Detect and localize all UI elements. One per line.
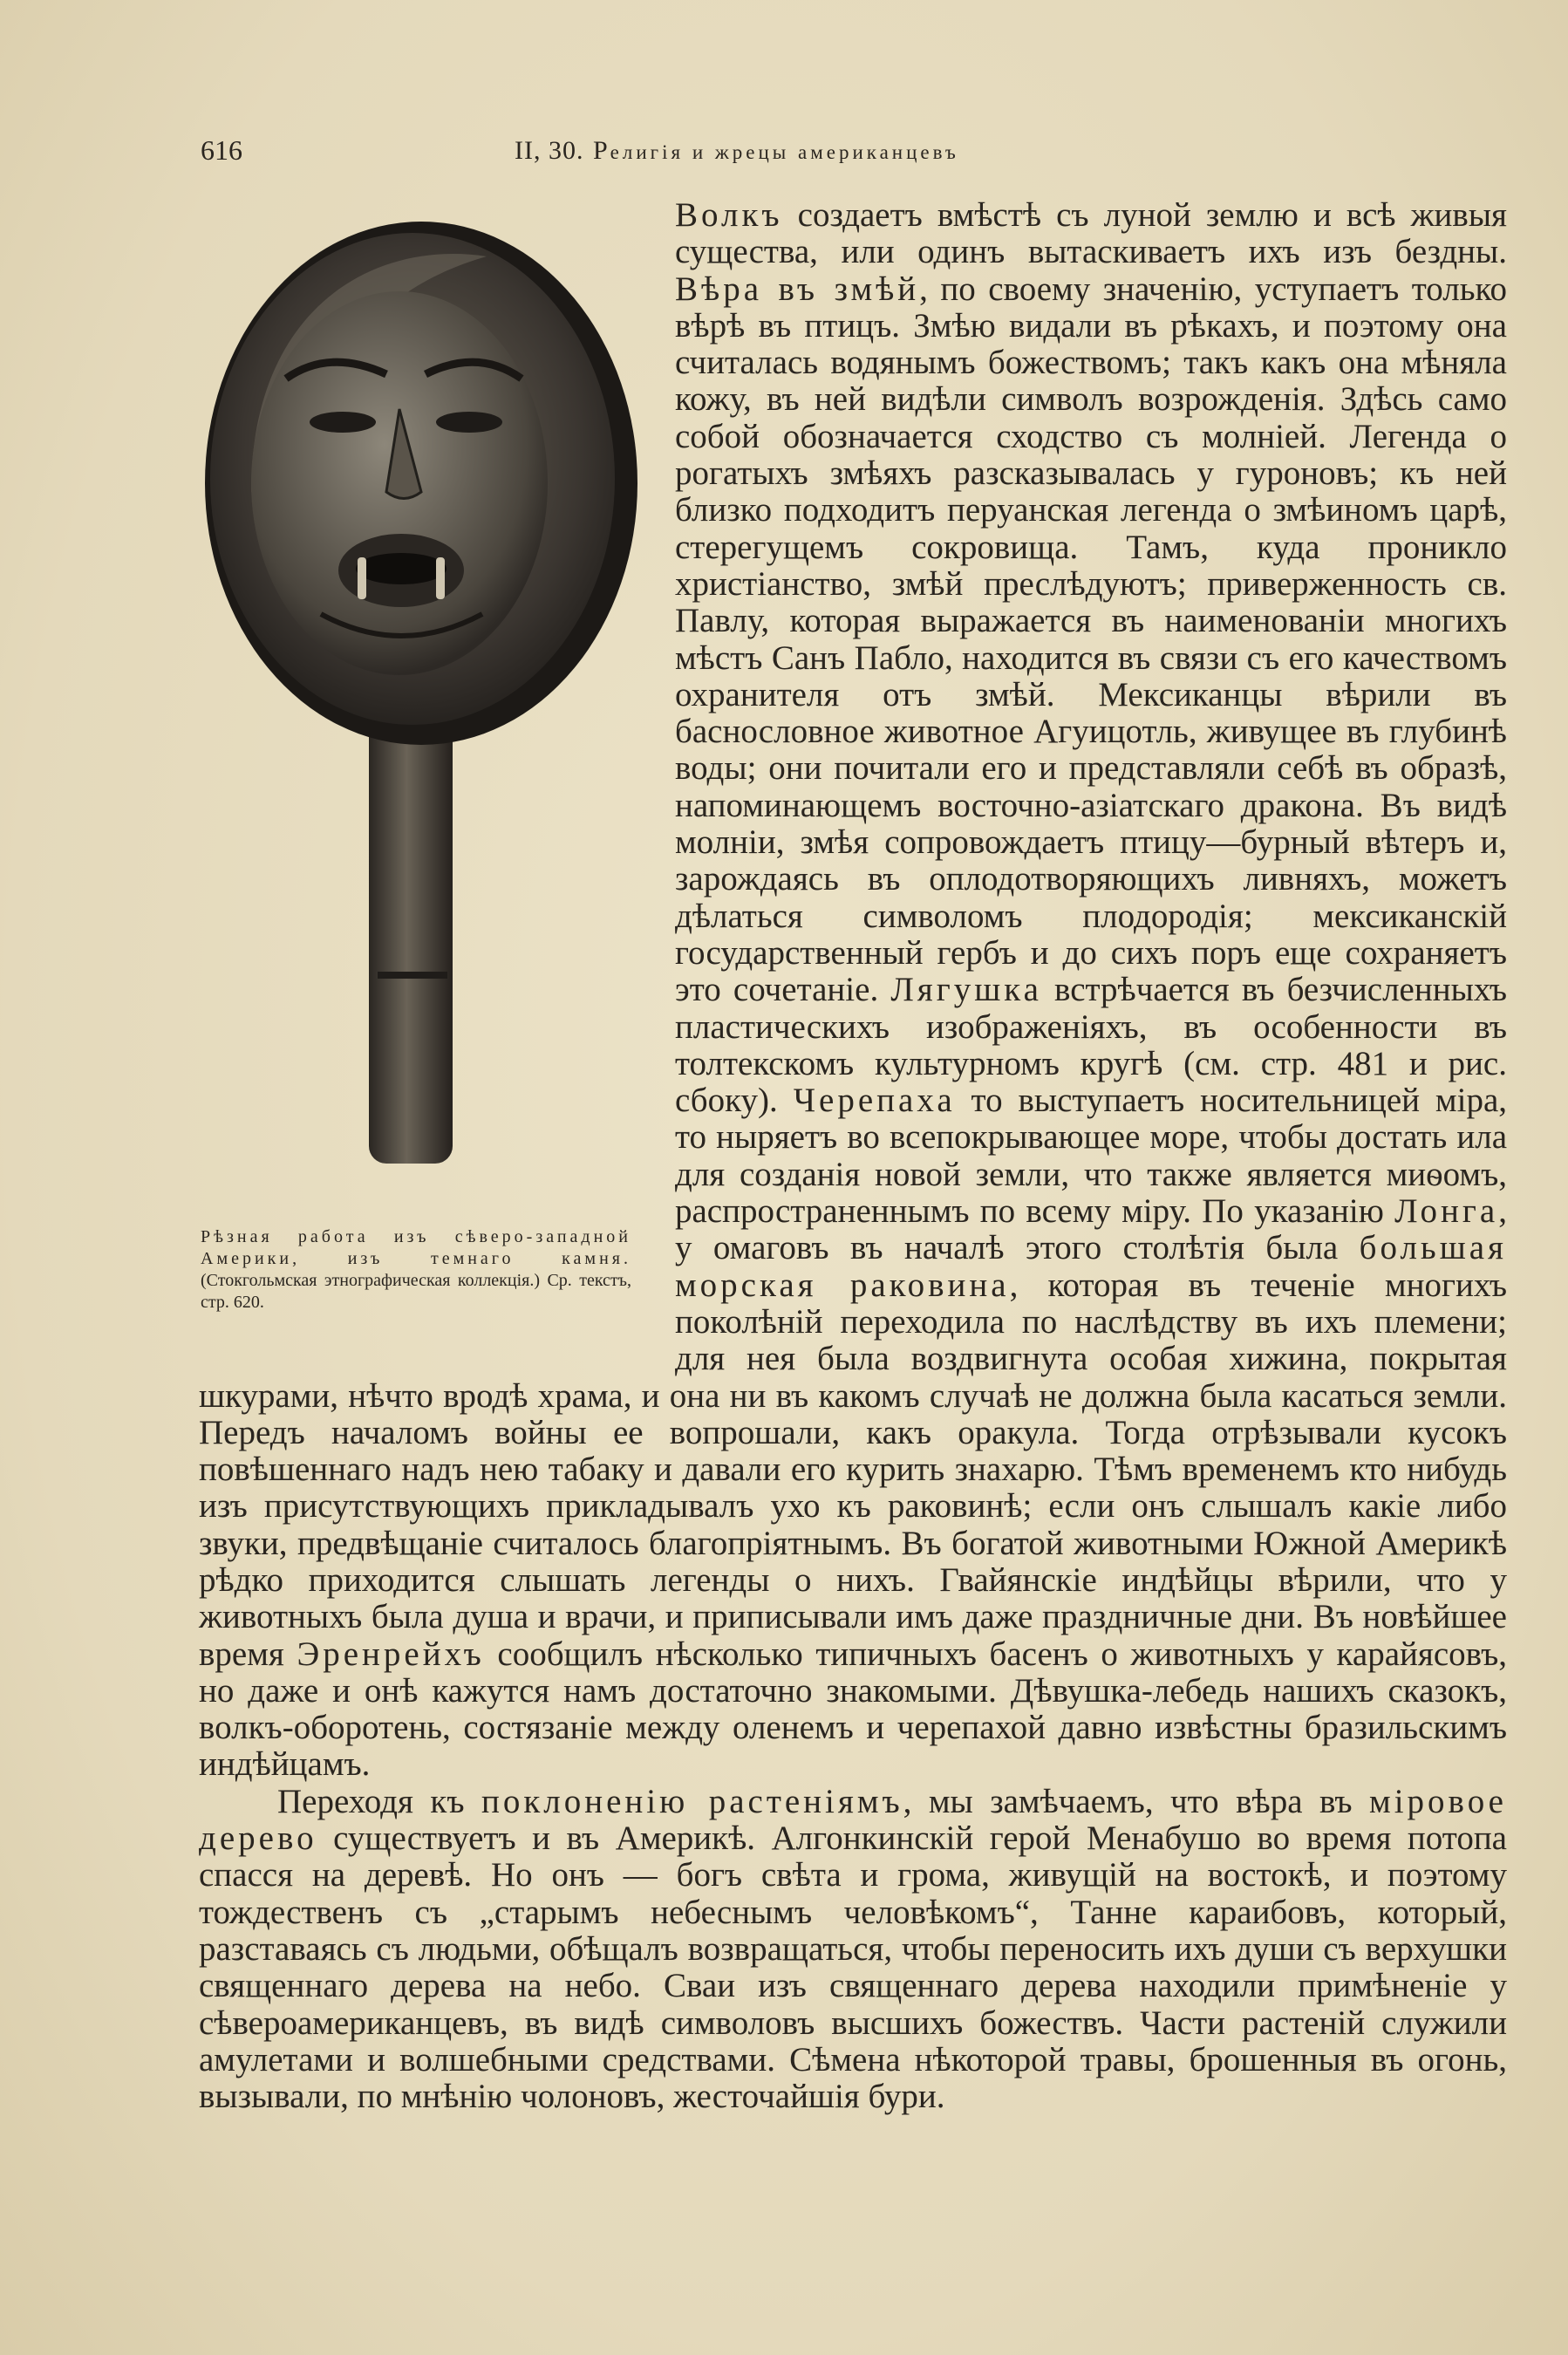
running-header [201,131,1509,174]
figure-caption [201,1226,631,1314]
emphasized-term: Эренрейхъ [297,1635,485,1673]
text-run: , по своему значенію, уступаетъ только вѣрѣ въ птицъ. Змѣю видали въ рѣкахъ, и поэтому она считалась водянымъ божествомъ; такъ какъ она мѣняла кожу, въ ней видѣли символъ возрожденія. Здѣсь само собой обозначается сходство съ молніей. Легенда о рогатыхъ змѣяхъ разсказывалась у гуроновъ; къ ней близко подходитъ перуанская легенда о змѣиномъ царѣ, стерегущемъ сокровища. Тамъ, куда проникло христіанство, змѣй преслѣдуютъ; приверженность св. Павлу, которая выражается въ наименованіи многихъ мѣстъ Санъ Пабло, находится въ связи съ его качествомъ охранителя отъ змѣй. Мексиканцы вѣрили въ баснословное животное Агуицотль, живущее въ глубинѣ воды; они почитали его и представляли себѣ въ образѣ, напоминающемъ восточно-азіатскаго дракона. Въ видѣ молніи, змѣя сопровождаетъ птицу—бурный вѣтеръ и, зарождаясь въ оплодотворяющихъ ливняхъ, можетъ дѣлаться символомъ плодородія; мексиканскій государственный гербъ и до сихъ поръ еще сохраняетъ это сочетаніе. [675,270,1507,1009]
text-run: Переходя къ [277,1782,481,1820]
text-run: , мы замѣчаемъ, что вѣра въ [903,1782,1370,1820]
main-text [199,197,1507,2115]
page-number: 616 [201,134,242,166]
caption-note: (Стокгольмская этнографическая коллекція.) Ср. текстъ, стр. 620. [201,1271,631,1312]
emphasized-term: міровое дерево [199,1782,1507,1858]
caption-title: Рѣзная работа изъ сѣверо-западной Америки, изъ темнаго камня. [201,1227,631,1268]
figure-carved-mirror [199,204,656,1354]
running-title [515,136,959,166]
emphasized-term: поклоненію растеніямъ [481,1782,903,1820]
paragraph-plant-worship [199,1784,1507,2116]
text-run: , у омаговъ въ началѣ этого столѣтія была [675,1192,1507,1267]
text-run: , которая въ теченіе многихъ поколѣній переходила по наслѣдству въ ихъ племени; для нея была воздвигнута особая хижина, покрытая шкурами, нѣчто вродѣ храма, и она ни въ какомъ случаѣ не должна была касаться земли. Передъ началомъ войны ее вопрошали, какъ оракула. Тогда отрѣзывали кусокъ повѣшеннаго надъ нею табаку и давали его курить знахарю. Тѣмъ временемъ кто нибудь изъ присутствующихъ прикладывалъ ухо къ раковинѣ; если онъ слышалъ какіе либо звуки, предвѣщаніе считалось благопріятнымъ. Въ богатой животными Южной Америкѣ рѣдко приходится слышать легенды о нихъ. Гвайянскіе индѣйцы вѣрили, что у животныхъ была душа и врачи, и приписывали имъ даже праздничные дни. Въ новѣйшее время [199,1266,1508,1673]
emphasized-term: Лонга [1394,1192,1499,1231]
emphasized-term: большая морская раковина [675,1229,1507,1304]
emphasized-term: Волкъ [675,196,783,234]
section-number: II, 30. [515,136,584,165]
emphasized-term: Вѣра въ змѣй [675,270,920,308]
text-run: то выступаетъ носительницей міра, то ныряетъ во всепокрывающее море, чтобы достать ила для созданія новой земли, что также является миѳомъ, распространеннымъ по всему міру. По указанію [675,1082,1507,1231]
carved-face-illustration [199,204,656,1207]
text-run: встрѣчается въ безчисленныхъ пластическихъ изображеніяхъ, въ особенности въ толтекскомъ культурномъ кругѣ (см. стр. 481 и рис. сбоку). [675,971,1507,1120]
text-run: существуетъ и въ Америкѣ. Алгонкинскій герой Менабушо во время потопа спасся на деревѣ. Но онъ — богъ свѣта и грома, живущій на востокѣ, и поэтому тождественъ съ „старымъ небеснымъ человѣкомъ“, Танне караибовъ, который, разставаясь съ людьми, обѣщалъ возвращаться, чтобы переносить ихъ души съ верхушки священнаго дерева на небо. Сваи изъ священнаго дерева находили примѣненіе у сѣвероамериканцевъ, въ видѣ символовъ высшихъ божествъ. Части растеній служили амулетами и волшебными средствами. Сѣмена нѣкоторой травы, брошенныя въ огонь, вызывали, по мнѣнію чолоновъ, жесточайшія бури. [199,1819,1507,2116]
emphasized-term: Черепаха [793,1082,956,1120]
text-run: сообщилъ нѣсколько типичныхъ басенъ о животныхъ у карайясовъ, но даже и онѣ кажутся намъ достаточно знакомыми. Дѣвушка-лебедь нашихъ сказокъ, волкъ-оборотень, состязаніе между оленемъ и черепахой давно извѣстны бразильскимъ индѣйцамъ. [199,1635,1507,1784]
title-initial: Р [592,136,610,165]
text-run: создаетъ вмѣстѣ съ луной землю и всѣ живыя существа, или одинъ вытаскиваетъ ихъ изъ бездны. [675,196,1507,271]
title-rest: елигія и жрецы американцевъ [610,141,959,163]
emphasized-term: Лягушка [890,971,1042,1009]
